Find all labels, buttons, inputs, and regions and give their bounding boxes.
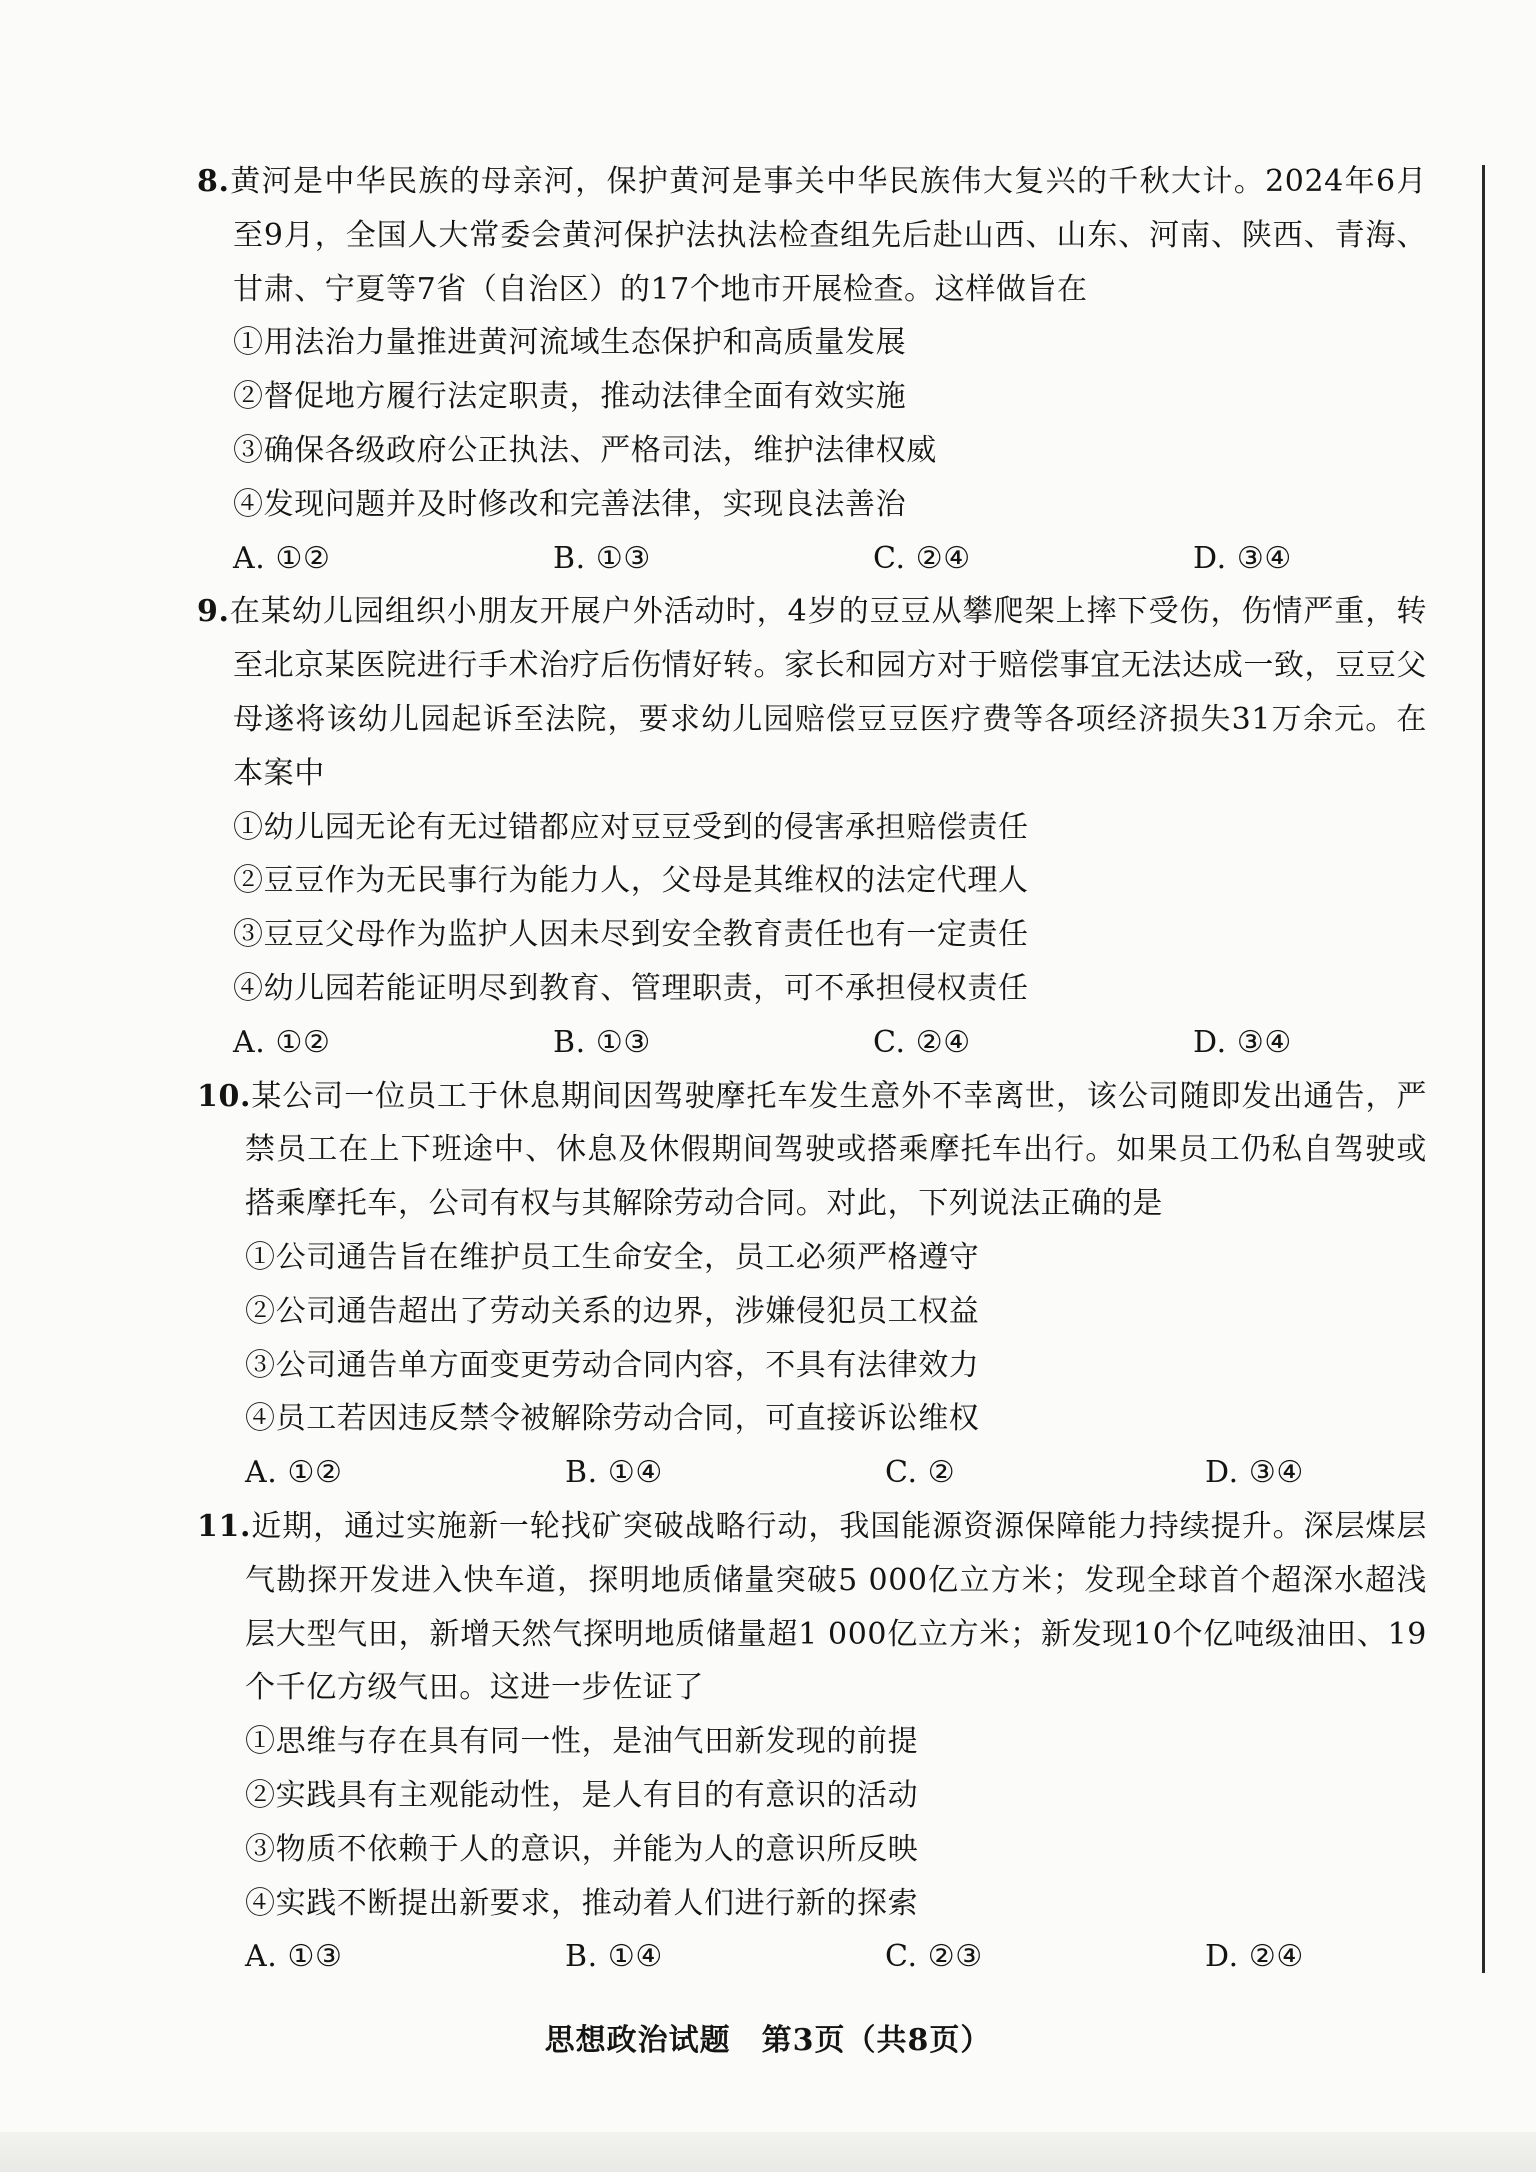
- question-stem: [197, 585, 1427, 800]
- question-number: 11.: [197, 1508, 251, 1544]
- option-2: ②实践具有主观能动性，是人有目的有意识的活动: [245, 1777, 919, 1813]
- answer-choices: [233, 532, 1427, 586]
- question-11: [197, 1500, 1427, 1984]
- question-9: [197, 585, 1427, 1069]
- option-4: ④幼儿园若能证明尽到教育、管理职责，可不承担侵权责任: [233, 970, 1029, 1006]
- option-2: ②公司通告超出了劳动关系的边界，涉嫌侵犯员工权益: [245, 1293, 980, 1329]
- answer-choices: [245, 1446, 1427, 1500]
- page-footer: 思想政治试题 第3页（共8页）: [544, 2023, 992, 2058]
- question-list: [197, 155, 1427, 1984]
- choice-b: B. ①③: [553, 540, 651, 576]
- option-1: ①公司通告旨在维护员工生命安全，员工必须严格遵守: [245, 1239, 980, 1275]
- choice-d: D. ③④: [1205, 1455, 1304, 1491]
- choice-b: B. ①④: [565, 1455, 663, 1491]
- option-3: ③确保各级政府公正执法、严格司法，维护法律权威: [233, 432, 937, 468]
- option-1: ①思维与存在具有同一性，是油气田新发现的前提: [245, 1724, 919, 1760]
- option-1: ①用法治力量推进黄河流域生态保护和高质量发展: [233, 325, 907, 361]
- choice-d: D. ②④: [1205, 1939, 1304, 1975]
- option-3: ③豆豆父母作为监护人因未尽到安全教育责任也有一定责任: [233, 917, 1029, 953]
- option-2: ②督促地方履行法定职责，推动法律全面有效实施: [233, 379, 907, 415]
- question-text: 黄河是中华民族的母亲河，保护黄河是事关中华民族伟大复兴的千秋大计。2024年6月至9月，全国人大常委会黄河保护法执法检查组先后赴山西、山东、河南、陕西、青海、甘肃、宁夏等7省（自治区）的17个地市开展检查。这样做旨在: [229, 164, 1427, 307]
- question-number: 10.: [197, 1078, 251, 1114]
- option-1: ①幼儿园无论有无过错都应对豆豆受到的侵害承担赔偿责任: [233, 809, 1029, 845]
- choice-d: D. ③④: [1193, 1024, 1292, 1060]
- scan-bottom-edge: [0, 2132, 1536, 2172]
- choice-a: A. ①②: [233, 1024, 331, 1060]
- choice-a: A. ①③: [245, 1939, 343, 1975]
- question-number: 8.: [197, 164, 230, 199]
- option-4: ④员工若因违反禁令被解除劳动合同，可直接诉讼维权: [245, 1401, 980, 1437]
- option-3: ③公司通告单方面变更劳动合同内容，不具有法律效力: [245, 1347, 980, 1383]
- question-stem: [197, 155, 1427, 316]
- margin-rule: [1482, 165, 1485, 1973]
- choice-c: C. ②③: [885, 1939, 983, 1975]
- question-stem: [197, 1500, 1427, 1715]
- choice-b: B. ①④: [565, 1939, 663, 1975]
- option-4: ④实践不断提出新要求，推动着人们进行新的探索: [245, 1885, 919, 1921]
- choice-c: C. ②: [885, 1455, 956, 1491]
- choice-a: A. ①②: [245, 1455, 343, 1491]
- question-number: 9.: [197, 594, 230, 630]
- question-stem: [197, 1070, 1427, 1231]
- question-text: 在某幼儿园组织小朋友开展户外活动时，4岁的豆豆从攀爬架上摔下受伤，伤情严重，转至北京某医院进行手术治疗后伤情好转。家长和园方对于赔偿事宜无法达成一致，豆豆父母遂将该幼儿园起诉至法院，要求幼儿园赔偿豆豆医疗费等各项经济损失31万余元。在本案中: [229, 594, 1427, 791]
- question-8: [197, 155, 1427, 585]
- choice-b: B. ①③: [553, 1024, 651, 1060]
- choice-d: D. ③④: [1193, 540, 1292, 576]
- choice-c: C. ②④: [873, 540, 971, 576]
- option-4: ④发现问题并及时修改和完善法律，实现良法善治: [233, 486, 907, 522]
- choice-a: A. ①②: [233, 540, 331, 576]
- answer-choices: [233, 1016, 1427, 1070]
- question-text: 近期，通过实施新一轮找矿突破战略行动，我国能源资源保障能力持续提升。深层煤层气勘探开发进入快车道，探明地质储量突破5 000亿立方米；发现全球首个超深水超浅层大型气田，新增天然气探明地质储量超1 000亿立方米；新发现10个亿吨级油田、19个千亿方级气田。这进一步佐证了: [245, 1508, 1427, 1706]
- answer-choices: [245, 1930, 1427, 1984]
- choice-c: C. ②④: [873, 1024, 971, 1060]
- option-3: ③物质不依赖于人的意识，并能为人的意识所反映: [245, 1831, 919, 1867]
- question-text: 某公司一位员工于休息期间因驾驶摩托车发生意外不幸离世，该公司随即发出通告，严禁员工在上下班途中、休息及休假期间驾驶或搭乘摩托车出行。如果员工仍私自驾驶或搭乘摩托车，公司有权与其解除劳动合同。对此，下列说法正确的是: [245, 1078, 1427, 1222]
- option-2: ②豆豆作为无民事行为能力人，父母是其维权的法定代理人: [233, 863, 1029, 899]
- question-10: [197, 1070, 1427, 1500]
